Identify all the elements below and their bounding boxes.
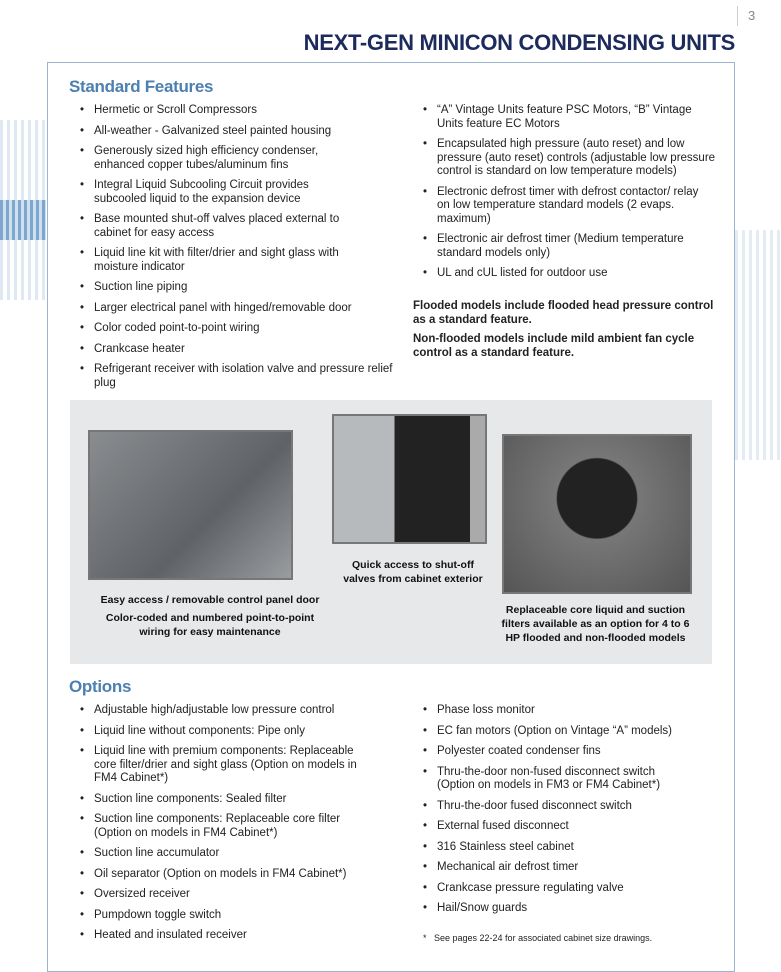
options-right-list [423, 704, 718, 923]
photo-caption: Easy access / removable control panel door [100, 594, 320, 606]
list-item: • Generously sized high efficiency condenser, enhanced copper tubes/aluminum fins [80, 145, 355, 172]
list-item: • Hail/Snow guards [423, 902, 718, 916]
photo-panel [70, 400, 712, 664]
list-item: • Refrigerant receiver with isolation valve and pressure relief plug [80, 363, 400, 390]
list-item: • Electronic air defrost timer (Medium temperature standard models only) [423, 233, 713, 260]
list-item: • Polyester coated condenser fins [423, 745, 718, 759]
options-left-list [80, 704, 380, 950]
list-item: • External fused disconnect [423, 820, 718, 834]
list-item: • Hermetic or Scroll Compressors [80, 104, 400, 118]
control-panel-photo [88, 430, 293, 580]
standard-features-left-list [80, 104, 400, 397]
non-flooded-note: Non-flooded models include mild ambient fan cycle control as a standard feature. [413, 333, 695, 359]
list-item: • Oversized receiver [80, 888, 380, 902]
options-heading: Options [69, 677, 132, 696]
list-item: • Liquid line without components: Pipe only [80, 725, 380, 739]
list-item: • “A” Vintage Units feature PSC Motors, “B” Vintage Units feature EC Motors [423, 104, 693, 131]
list-item: • Larger electrical panel with hinged/removable door [80, 302, 400, 316]
standard-features-heading: Standard Features [69, 77, 214, 96]
list-item: • Integral Liquid Subcooling Circuit provides subcooled liquid to the expansion device [80, 179, 355, 206]
photo-caption: Replaceable core liquid and suction filters available as an option for 4 to 6 HP flooded and non-flooded models [501, 604, 690, 644]
footnote: * See pages 22-24 for associated cabinet size drawings. [423, 933, 653, 943]
list-item: • Suction line accumulator [80, 847, 380, 861]
page-title: NEXT-GEN MINICON CONDENSING UNITS [303, 30, 735, 55]
flooded-note: Flooded models include flooded head pressure control as a standard feature. [413, 300, 714, 326]
list-item: • Crankcase heater [80, 343, 400, 357]
list-item: • Suction line components: Sealed filter [80, 793, 380, 807]
list-item: • Color coded point-to-point wiring [80, 322, 400, 336]
list-item: • Mechanical air defrost timer [423, 861, 718, 875]
photo-caption: Quick access to shut-off valves from cabinet exterior [343, 559, 483, 585]
list-item: • EC fan motors (Option on Vintage “A” models) [423, 725, 718, 739]
list-item: • Crankcase pressure regulating valve [423, 882, 718, 896]
decorative-stripes [0, 200, 46, 240]
decorative-stripes [735, 230, 781, 460]
list-item: • Thru-the-door fused disconnect switch [423, 800, 718, 814]
list-item: • Thru-the-door non-fused disconnect switch (Option on models in FM3 or FM4 Cabinet*) [423, 766, 688, 793]
list-item: • Oil separator (Option on models in FM4 Cabinet*) [80, 868, 380, 882]
list-item: • Suction line components: Replaceable core filter (Option on models in FM4 Cabinet*) [80, 813, 370, 840]
list-item: • Adjustable high/adjustable low pressure control [80, 704, 380, 718]
list-item: • Heated and insulated receiver [80, 929, 380, 943]
photo-caption: Color-coded and numbered point-to-point wiring for easy maintenance [105, 612, 315, 638]
list-item: • Encapsulated high pressure (auto reset) and low pressure (auto reset) controls (adjustable low pressure control is standard on low temperature models) [423, 138, 718, 179]
list-item: • UL and cUL listed for outdoor use [423, 267, 718, 281]
list-item: • Phase loss monitor [423, 704, 718, 718]
unit-interior-photo [502, 434, 692, 594]
list-item: • Pumpdown toggle switch [80, 909, 380, 923]
list-item: • 316 Stainless steel cabinet [423, 841, 718, 855]
list-item: • Suction line piping [80, 281, 400, 295]
list-item: • Liquid line kit with filter/drier and sight glass with moisture indicator [80, 247, 355, 274]
list-item: • Liquid line with premium components: Replaceable core filter/drier and sight glass (Option on models in FM4 Cabinet*) [80, 745, 375, 786]
list-item: • Base mounted shut-off valves placed external to cabinet for easy access [80, 213, 355, 240]
unit-exterior-photo [332, 414, 487, 544]
list-item: • Electronic defrost timer with defrost contactor/ relay on low temperature standard models (2 evaps. maximum) [423, 186, 713, 227]
page-number: 3 [737, 6, 755, 26]
standard-features-right-list [423, 104, 718, 288]
list-item: • All-weather - Galvanized steel painted housing [80, 125, 400, 139]
